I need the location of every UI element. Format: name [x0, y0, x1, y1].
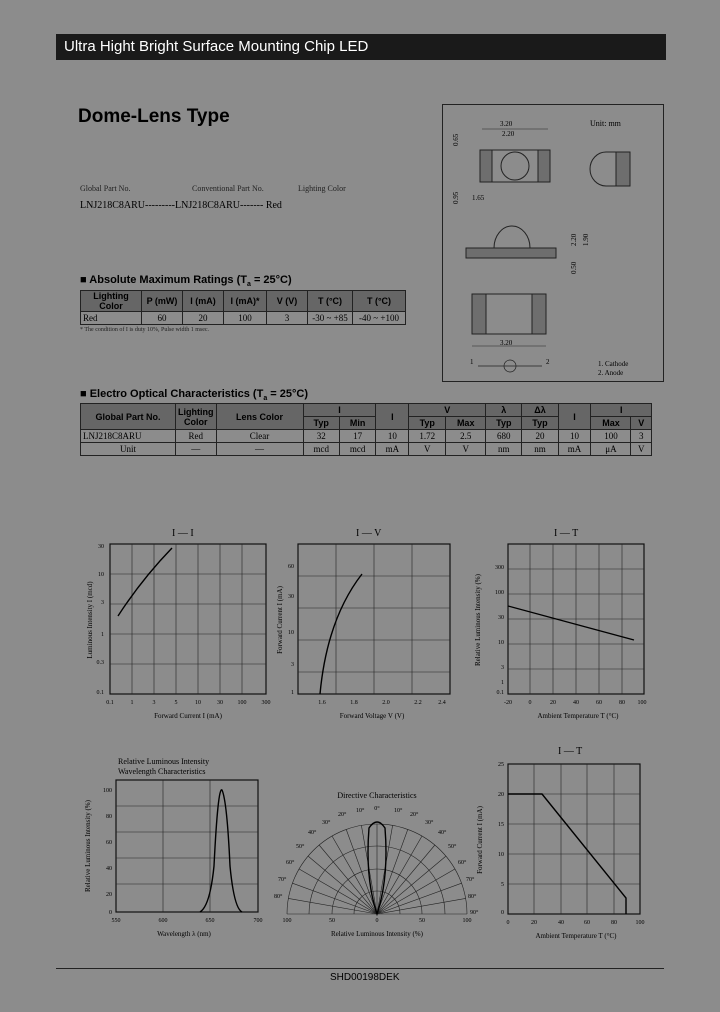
th-ir: I [591, 404, 652, 417]
xtick: 2.4 [438, 700, 446, 706]
abs-max-title-sub: a [246, 281, 251, 289]
cell-unit: mcd [303, 443, 339, 456]
th-delta-lambda: Δλ [522, 404, 558, 417]
cell-color: Red [176, 430, 217, 443]
ytick: 15 [498, 822, 504, 828]
xtick: 300 [261, 700, 271, 706]
th-lighting-color: Lighting Color [176, 404, 217, 430]
chart-title: I — T [558, 746, 583, 757]
abs-max-title-text: Absolute Maximum Ratings (T [89, 274, 247, 286]
scale-label: 0 [375, 918, 379, 924]
th-sub: Min [339, 417, 375, 430]
chart-ylabel: Relative Luminous Intensity (%) [474, 574, 482, 666]
th-if-cond2: I [558, 404, 591, 430]
th-topr: T (°C) [308, 291, 353, 312]
eo-title-end: = 25°C) [267, 388, 309, 400]
abs-max-title-end: = 25°C) [250, 274, 292, 286]
ytick: 60 [106, 840, 112, 846]
xtick: 600 [158, 918, 168, 924]
xtick: 0 [506, 920, 510, 926]
dim-1-65: 1.65 [472, 194, 485, 202]
xtick: 700 [253, 918, 263, 924]
ytick: 10 [98, 572, 104, 578]
chart-title2: Wavelength Characteristics [118, 767, 206, 776]
th-if-cond: I [376, 404, 409, 430]
lighting-color: Red [265, 200, 282, 211]
xtick: 40 [558, 920, 564, 926]
angle-label: 40° [308, 830, 317, 836]
unit-label: Unit: mm [590, 119, 621, 128]
xtick: 60 [596, 700, 602, 706]
xtick: 80 [619, 700, 625, 706]
cell-unit: mA [376, 443, 409, 456]
document-code: SHD00198DEK [330, 972, 400, 983]
product-type-heading: Dome-Lens Type [78, 106, 230, 127]
angle-label: 40° [438, 830, 447, 836]
xtick: 2.0 [382, 700, 390, 706]
chart-title: Directive Characteristics [337, 791, 417, 800]
th-global-part: Global Part No. [81, 404, 176, 430]
footer-divider [56, 968, 664, 969]
xtick: 20 [550, 700, 556, 706]
xtick: -20 [504, 700, 512, 706]
chart-ylabel: Relative Luminous Intensity (%) [84, 800, 92, 892]
eo-table [80, 403, 652, 456]
ytick: 100 [103, 788, 112, 794]
cell-if2: 10 [558, 430, 591, 443]
ytick: 10 [288, 630, 294, 636]
th-io: I [303, 404, 376, 417]
th-sub: Typ [303, 417, 339, 430]
ytick: 0.1 [96, 690, 104, 696]
xtick: 650 [205, 918, 215, 924]
angle-label: 10° [356, 808, 365, 814]
ytick: 0.1 [496, 690, 504, 696]
lighting-color-header: Lighting Color [298, 184, 346, 193]
eo-title: ■ Electro Optical Characteristics $(T_a = 25^\circ C)$ [80, 388, 309, 403]
dim-0-95: 0.95 [452, 191, 460, 204]
th-vr: V (V) [267, 291, 308, 312]
ytick: 25 [498, 762, 504, 768]
cell-unit: μA [591, 443, 631, 456]
ytick: 300 [495, 565, 504, 571]
cell-io-min: 17 [339, 430, 375, 443]
cell-dash: — [216, 443, 303, 456]
xtick: 3 [152, 700, 156, 706]
th-sub: Typ [486, 417, 522, 430]
ytick: 5 [501, 882, 504, 888]
cell-unit: nm [522, 443, 558, 456]
chart-if-vf [272, 524, 458, 724]
th-lambda-p: λ [486, 404, 522, 417]
ytick: 3 [101, 600, 104, 606]
dim-3-20: 3.20 [500, 120, 513, 128]
cell-if: 10 [376, 430, 409, 443]
separator: ------- [240, 200, 264, 211]
cell-topr: -30 ~ +85 [308, 312, 353, 325]
chart-xlabel: Ambient Temperature T (°C) [535, 932, 617, 940]
xtick: 1.8 [350, 700, 358, 706]
xtick: 5 [174, 700, 178, 706]
xtick: 0.1 [106, 700, 114, 706]
cell-unit: nm [486, 443, 522, 456]
ytick: 30 [498, 615, 504, 621]
th-if: I (mA) [183, 291, 224, 312]
cell-dash: — [176, 443, 217, 456]
ytick: 10 [498, 852, 504, 858]
chart-xlabel: Wavelength λ (nm) [157, 930, 211, 938]
cell-unit: mA [558, 443, 591, 456]
xtick: 20 [531, 920, 537, 926]
chart-xlabel: Ambient Temperature T (°C) [537, 712, 619, 720]
cell-dl: 20 [522, 430, 558, 443]
conventional-part-header: Conventional Part No. [192, 184, 264, 193]
xtick: 100 [237, 700, 247, 706]
xtick: 10 [195, 700, 201, 706]
ytick: 0 [109, 910, 112, 916]
pin-1: 1 [470, 358, 474, 366]
angle-label: 50° [448, 844, 457, 850]
global-part-header: Global Part No. [80, 184, 131, 193]
chart-io-if [72, 524, 278, 724]
th-vr: V [631, 417, 652, 430]
th-lens-color: Lens Color [216, 404, 303, 430]
chart-wavelength [72, 756, 272, 946]
cell-lens: Clear [216, 430, 303, 443]
ytick: 80 [106, 814, 112, 820]
cell-io-typ: 32 [303, 430, 339, 443]
th-sub: Typ [522, 417, 558, 430]
conventional-part-no: LNJ218C8ARU [175, 200, 241, 211]
cell-tstg: -40 ~ +100 [353, 312, 406, 325]
pin-2: 2 [546, 358, 550, 366]
th-sub: Typ [409, 417, 446, 430]
th-tstg: T (°C) [353, 291, 406, 312]
cell-vf-typ: 1.72 [409, 430, 446, 443]
dim-1-90: 1.90 [582, 233, 590, 246]
xtick: 100 [635, 920, 645, 926]
ytick: 0.3 [96, 660, 104, 666]
scale-label: 100 [282, 918, 292, 924]
cell-vf-max: 2.5 [446, 430, 486, 443]
cell-unit: V [409, 443, 446, 456]
chart-xlabel: Relative Luminous Intensity (%) [331, 930, 423, 938]
cell-unit: mcd [339, 443, 375, 456]
xtick: 0 [528, 700, 532, 706]
cell-power: 60 [142, 312, 183, 325]
cell-unit-label: Unit [81, 443, 176, 456]
angle-label: 70° [278, 877, 287, 883]
angle-label: 70° [466, 877, 475, 883]
part-line [80, 200, 282, 211]
angle-label: 20° [410, 812, 419, 818]
xtick: 2.2 [414, 700, 422, 706]
ytick: 1 [101, 632, 104, 638]
abs-max-title: ■ Absolute Maximum Ratings $(T_a = 25^\circ C)$ [80, 274, 292, 289]
cell-unit: V [446, 443, 486, 456]
abs-max-note: * The condition of I is duty 10%, Pulse width 1 msec. [80, 327, 210, 333]
scale-label: 100 [462, 918, 472, 924]
ytick: 20 [498, 792, 504, 798]
ytick: 0 [501, 910, 504, 916]
ytick: 20 [106, 892, 112, 898]
angle-label: 30° [425, 820, 434, 826]
th-sub: Max [446, 417, 486, 430]
ytick: 30 [288, 594, 294, 600]
angle-label: 0° [374, 806, 380, 812]
eo-title-text: Electro Optical Characteristics (T [89, 388, 264, 400]
xtick: 80 [611, 920, 617, 926]
chart-title: I — I [172, 528, 194, 539]
ytick: 100 [495, 590, 504, 596]
chart-directive [272, 778, 482, 944]
chart-ylabel: Forward Current I (mA) [276, 586, 284, 654]
chart-ylabel: Forward Current I (mA) [476, 806, 484, 874]
chart-io-ta [466, 524, 650, 724]
xtick: 30 [217, 700, 223, 706]
dim-3-20-b: 3.20 [500, 339, 513, 347]
chart-title1: Relative Luminous Intensity [118, 757, 210, 766]
pin-legend-cathode: 1. Cathode [598, 360, 629, 368]
xtick: 1.6 [318, 700, 326, 706]
th-vf: V [409, 404, 486, 417]
xtick: 550 [111, 918, 121, 924]
angle-label: 20° [338, 812, 347, 818]
cell-ir: 100 [591, 430, 631, 443]
dim-2-20-h: 2.20 [570, 233, 578, 246]
xtick: 40 [573, 700, 579, 706]
chart-title: I — V [356, 528, 382, 539]
chart-title: I — T [554, 528, 579, 539]
ytick: 30 [98, 544, 104, 550]
cell-if: 20 [183, 312, 224, 325]
ytick: 10 [498, 640, 504, 646]
xtick: 100 [637, 700, 647, 706]
ytick: 3 [501, 665, 504, 671]
cell-color: Red [81, 312, 142, 325]
th-lighting-color: Lighting Color [81, 291, 142, 312]
angle-label: 60° [458, 860, 467, 866]
angle-label: 80° [468, 894, 477, 900]
dim-0-65: 0.65 [452, 133, 460, 146]
scale-label: 50 [329, 918, 335, 924]
chart-if-ta [466, 740, 652, 944]
angle-label: 60° [286, 860, 295, 866]
cell-part: LNJ218C8ARU [81, 430, 176, 443]
cell-unit: V [631, 443, 652, 456]
chart-xlabel: Forward Voltage V (V) [339, 712, 405, 720]
angle-label: 50° [296, 844, 305, 850]
th-sub: Max [591, 417, 631, 430]
th-ifp: I (mA)* [224, 291, 267, 312]
cell-ifp: 100 [224, 312, 267, 325]
th-power: P (mW) [142, 291, 183, 312]
ytick: 60 [288, 564, 294, 570]
xtick: 60 [584, 920, 590, 926]
angle-label: 30° [322, 820, 331, 826]
header-title: Ultra Hight Bright Surface Mounting Chip LED [56, 34, 666, 60]
eo-title-sub: a [263, 395, 268, 403]
ytick: 1 [291, 690, 294, 696]
angle-label: 90° [470, 910, 479, 916]
scale-label: 50 [419, 918, 425, 924]
separator: --------- [145, 200, 175, 211]
abs-max-table [80, 290, 406, 325]
xtick: 1 [130, 700, 134, 706]
angle-label: 10° [394, 808, 403, 814]
cell-vr: 3 [267, 312, 308, 325]
ytick: 40 [106, 866, 112, 872]
angle-label: 80° [274, 894, 283, 900]
ytick: 3 [291, 662, 294, 668]
chart-ylabel: Luminous Intensity I (mcd) [86, 581, 94, 659]
dimension-drawing [442, 104, 664, 382]
ytick: 1 [501, 680, 504, 686]
dim-2-20: 2.20 [502, 130, 515, 138]
global-part-no: LNJ218C8ARU [80, 200, 146, 211]
chart-xlabel: Forward Current I (mA) [154, 712, 222, 720]
cell-lp: 680 [486, 430, 522, 443]
pin-legend-anode: 2. Anode [598, 369, 624, 377]
dim-0-50: 0.50 [570, 261, 578, 274]
cell-vr: 3 [631, 430, 652, 443]
